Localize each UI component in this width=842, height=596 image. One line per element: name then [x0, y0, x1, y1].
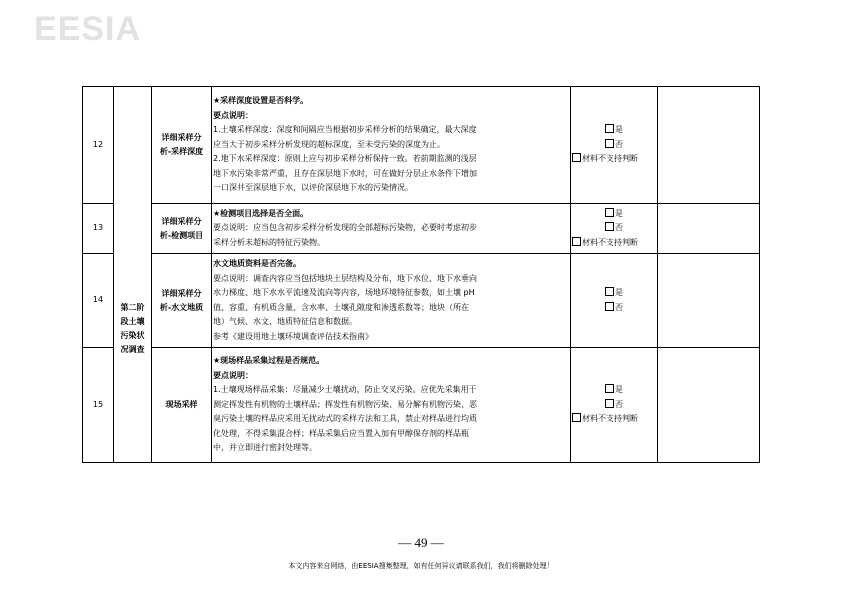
eesia-watermark-logo: EESIA	[34, 10, 142, 48]
remarks-cell	[658, 87, 760, 204]
option-no[interactable]: 否	[572, 301, 656, 316]
option-yes[interactable]: 是	[572, 286, 656, 301]
result-options	[571, 254, 658, 348]
option-no[interactable]: 否	[572, 138, 656, 153]
remarks-cell	[658, 254, 760, 348]
check-item-name: 现场采样	[152, 348, 212, 463]
table-row	[83, 87, 760, 204]
option-yes[interactable]: 是	[572, 207, 656, 222]
check-item-name: 详细采样分 析-采样深度	[152, 87, 212, 204]
table-row	[83, 348, 760, 463]
table-row	[83, 204, 760, 254]
option-no[interactable]: 否	[572, 221, 656, 236]
table-row	[83, 254, 760, 348]
checkbox-icon[interactable]	[605, 208, 614, 217]
checkbox-icon[interactable]	[605, 287, 614, 296]
option-insufficient[interactable]: 材料不支持判断	[572, 236, 656, 251]
row-number: 12	[83, 87, 114, 204]
stage-label: 第二阶 段土壤 污染状 况调查	[114, 87, 152, 463]
row-number: 13	[83, 204, 114, 254]
checkbox-icon[interactable]	[605, 124, 614, 133]
check-item-name: 详细采样分 析-水文地质	[152, 254, 212, 348]
checkbox-icon[interactable]	[572, 413, 581, 422]
remarks-cell	[658, 348, 760, 463]
checkbox-icon[interactable]	[605, 139, 614, 148]
page-number: — 49 —	[398, 535, 444, 550]
remarks-cell	[658, 204, 760, 254]
result-options	[571, 87, 658, 204]
option-no[interactable]: 否	[572, 398, 656, 413]
checkbox-icon[interactable]	[572, 237, 581, 246]
check-item-content: ★现场样品采集过程是否规范。 要点说明： 1.土壤现场样品采集：尽量减少土壤扰动，防止交叉污染。应优先采集用于 测定挥发性有机物的土壤样品；挥发性有机物污染、易分解有机物污染、恶 臭污染土壤的样品应采用无扰动式的采样方法和工具，禁止对样品进行均质 化处理，不得采集混合样；样品采集后应当置入加有甲醇保存剂的样品瓶 中，并立即进行密封处理等。	[212, 348, 571, 463]
row-number: 15	[83, 348, 114, 463]
review-checklist-table	[82, 86, 760, 463]
checkbox-icon[interactable]	[605, 222, 614, 231]
option-yes[interactable]: 是	[572, 123, 656, 138]
check-item-name: 详细采样分 析-检测项目	[152, 204, 212, 254]
option-insufficient[interactable]: 材料不支持判断	[572, 412, 656, 427]
option-yes[interactable]: 是	[572, 383, 656, 398]
check-item-content: ★采样深度设置是否科学。 要点说明： 1.土壤采样深度：深度和间隔应当根据初步采样分析的结果确定，最大深度 应当大于初步采样分析发现的超标深度，至未受污染的深度为止。 2.地下水采样深度：原则上应与初步采样分析保持一致。若前期监测的浅层 地下水污染非常严重，且存在深层地下水时，可在做好分层止水条件下增加 一口深井至深层地下水，以评价深层地下水的污染情况。	[212, 87, 571, 204]
option-insufficient[interactable]: 材料不支持判断	[572, 152, 656, 167]
checkbox-icon[interactable]	[572, 153, 581, 162]
row-number: 14	[83, 254, 114, 348]
result-options	[571, 204, 658, 254]
result-options	[571, 348, 658, 463]
footer-disclaimer: 本文内容来自网络，由EESIA搜集整理，如有任何异议请联系我们，我们将删除处理！	[288, 562, 554, 570]
checkbox-icon[interactable]	[605, 384, 614, 393]
checkbox-icon[interactable]	[605, 302, 614, 311]
check-item-content: ★检测项目选择是否全面。 要点说明：应当包含初步采样分析发现的全部超标污染物，必要时考虑初步 采样分析未超标的特征污染物。	[212, 204, 571, 254]
check-item-content: 水文地质资料是否完备。 要点说明：调查内容应当包括地块土层结构及分布，地下水位、地下水垂向 水力梯度、地下水水平流速及流向等内容，场地环境特征参数，如土壤 pH 值、容重、有机质含量、含水率、土壤孔隙度和渗透系数等；地块（所在 地）气候、水文、地质特征信息和数据。 参考《建设用地土壤环境调查评估技术指南》	[212, 254, 571, 348]
checkbox-icon[interactable]	[605, 399, 614, 408]
